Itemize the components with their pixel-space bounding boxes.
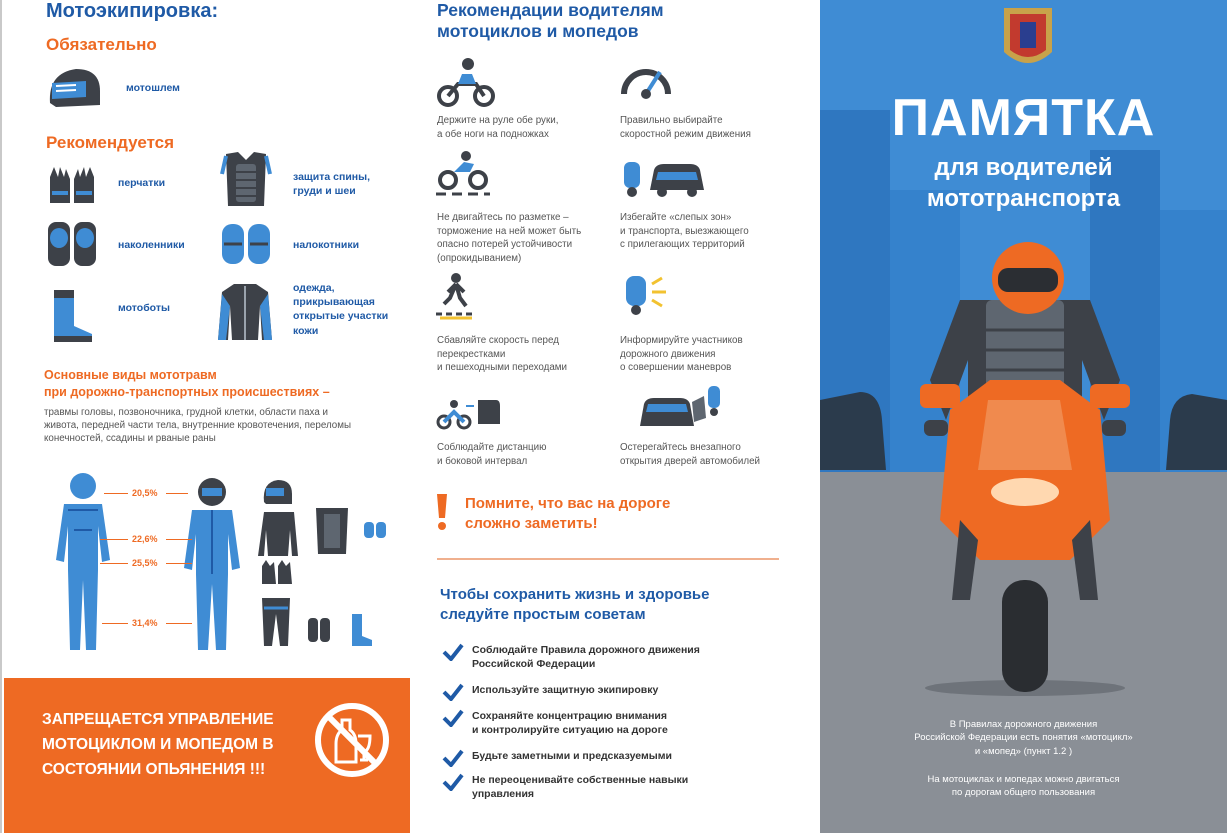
knee-pads-label: наколенники <box>118 239 185 251</box>
helmet-label: мотошлем <box>126 82 180 94</box>
cover-note-definitions: В Правилах дорожного движения Российской Федерации есть понятия «мотоцикл» и «мопед» (пункт 1.2 ) <box>914 719 1133 757</box>
elbow-pads-icon <box>220 218 272 270</box>
checkmark-icon <box>442 643 464 661</box>
alcohol-ban-banner <box>4 678 412 833</box>
mandatory-title: Обязательно <box>46 35 157 54</box>
blind-spot-icon <box>620 156 706 198</box>
checkmark-icon <box>442 709 464 727</box>
tip-text: Избегайте «слепых зон» и транспорта, выезжающего с прилегающих территорий <box>620 212 749 251</box>
tip-text: Информируйте участников дорожного движения о совершении маневров <box>620 335 743 374</box>
rider-icon <box>436 56 496 108</box>
checkmark-icon <box>442 683 464 701</box>
helmet-icon <box>46 65 102 111</box>
remember-warning: Помните, что вас на дороге сложно заметить! <box>465 495 671 533</box>
tip-text: Соблюдайте дистанцию и боковой интервал <box>437 442 547 467</box>
cover-subtitle: для водителей мототранспорта <box>926 154 1121 213</box>
back-protector-icon <box>220 150 272 208</box>
injury-pct-legs: 31,4% <box>132 618 158 628</box>
pct-leader-line <box>100 539 128 540</box>
car-door-icon <box>636 382 722 432</box>
tip-text: Держите на руле обе руки, а обе ноги на подножках <box>437 115 559 140</box>
gear-set-icon <box>258 478 388 648</box>
tip-text: Остерегайтесь внезапного открытия дверей автомобилей <box>620 442 761 467</box>
speedometer-icon <box>620 56 672 100</box>
tip-text: Правильно выбирайте скоростной режим движения <box>620 115 751 140</box>
turn-signal-icon <box>620 272 672 316</box>
body-figure-rider-icon <box>174 474 250 654</box>
cover-title: ПАМЯТКА <box>891 89 1156 147</box>
injuries-text: травмы головы, позвоночника, грудной клетки, области паха и живота, передней части тела, внутренние кровотечения, переломы конечностей, ссадины и рваные раны <box>44 407 352 445</box>
distance-icon <box>436 392 502 432</box>
pct-leader-line <box>100 563 128 564</box>
gear-panel <box>0 0 410 833</box>
no-alcohol-icon <box>312 700 392 780</box>
checkmark-icon <box>442 773 464 791</box>
gloves-icon <box>46 163 98 205</box>
pct-leader-line <box>166 563 192 564</box>
road-marking-icon <box>436 150 490 196</box>
injury-pct-head: 20,5% <box>132 488 158 498</box>
alcohol-ban-text: ЗАПРЕЩАЕТСЯ УПРАВЛЕНИЕ МОТОЦИКЛОМ И МОПЕДОМ В СОСТОЯНИИ ОПЬЯНЕНИЯ !!! <box>42 711 274 778</box>
recommendations-panel: Рекомендации водителям мотоциклов и мопедов Держите на руле обе руки, а обе ноги на подножках Правильно выбирайте скоростной режим движения Не двигайтесь по разметке – торможение на ней может быть опасно потерей устойчивости (опрокидыванием) Избегайте «слепых зон» и транспорта, выезжающего с прилегающих территорий Сбавляйте скорость перед перекрестками и пешеходными переходами Информируйте участников дорожного движения о совершении маневров Соблюдайте дистанцию и боковой интервал Остерегайтесь внезапного открытия дверей автомобилей Помните, что вас на дороге сложно заметить! Чтобы сохранить жизнь и здоровье следуйте простым советам Соблюдайте Правила дорожного движения Российской Федерации Используйте защитную экипировку Сохраняйте концентрацию внимания и контролируйте ситуацию на дороге Будьте заметными и предсказуемыми Не переоценивайте собственные навыки управления <box>410 0 820 833</box>
injuries-title: Основные виды мототравм при дорожно-транспортных происшествиях – <box>44 368 330 399</box>
pct-leader-line <box>166 493 188 494</box>
pct-leader-line <box>102 623 128 624</box>
pedestrian-crossing-icon <box>436 272 476 320</box>
moto-boots-label: мотоботы <box>118 302 170 314</box>
recommended-title: Рекомендуется <box>46 133 175 152</box>
elbow-pads-label: налокотники <box>293 239 360 251</box>
checkmark-icon <box>442 749 464 767</box>
pct-leader-line <box>104 493 128 494</box>
injury-pct-chest: 22,6% <box>132 534 158 544</box>
tip-text: Сбавляйте скорость перед перекрестками и пешеходными переходами <box>437 335 567 374</box>
tip-text: Не двигайтесь по разметке – торможение на ней может быть опасно потерей устойчивости (опрокидыванием) <box>437 212 582 264</box>
cover-note-roads: На мотоциклах и мопедах можно двигаться по дорогам общего пользования <box>927 774 1120 799</box>
gear-title: Мотоэкипировка: <box>46 0 219 22</box>
moto-boots-icon <box>46 286 98 344</box>
recommendations-title: Рекомендации водителям мотоциклов и мопедов <box>437 0 664 41</box>
gloves-label: перчатки <box>118 177 166 189</box>
jacket-icon <box>216 280 274 344</box>
jacket-label: одежда, прикрывающая открытые участки кожи <box>293 282 389 337</box>
exclamation-icon <box>434 492 450 532</box>
section-divider <box>437 558 779 560</box>
injury-pct-abdomen: 25,5% <box>132 558 158 568</box>
advice-title: Чтобы сохранить жизнь и здоровье следуйте простым советам <box>440 586 710 623</box>
pct-leader-line <box>166 539 192 540</box>
knee-pads-icon <box>46 218 98 270</box>
pct-leader-line <box>166 623 192 624</box>
back-protector-label: защита спины, груди и шеи <box>293 171 370 198</box>
cover-panel <box>820 0 1227 833</box>
